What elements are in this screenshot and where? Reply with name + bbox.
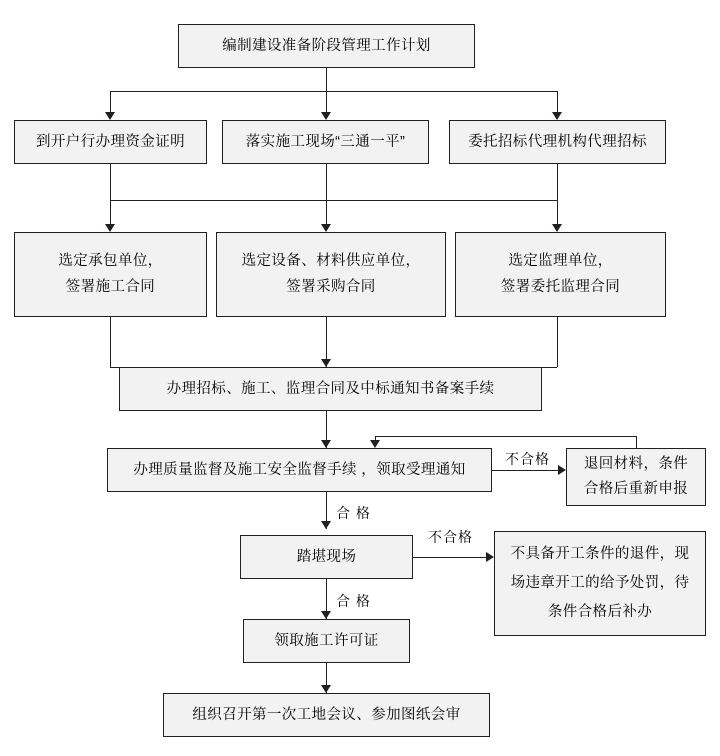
node-label-line2: 签署采购合同 (286, 278, 376, 295)
node-label: 落实施工现场“三通一平” (245, 133, 406, 150)
node-label: 办理招标、施工、监理合同及中标通知书备案手续 (166, 380, 495, 397)
node-construction-permit (243, 619, 410, 663)
node-site-preparation (222, 120, 429, 164)
arrow-head (321, 440, 331, 448)
arrow-head (486, 552, 494, 562)
node-first-site-meeting (163, 693, 490, 737)
arrow-head (552, 112, 562, 120)
arrow-head (321, 224, 331, 232)
connector-line (326, 164, 327, 200)
node-label-line2: 合格后重新申报 (583, 481, 689, 497)
connector-line (110, 91, 111, 112)
arrow-head (105, 112, 115, 120)
node-label: 办理质量监督及施工安全监督手续 ，领取受理通知 (133, 461, 466, 478)
connector-line (110, 91, 557, 92)
node-site-survey (240, 535, 413, 579)
connector-line (326, 200, 327, 224)
connector-line (110, 164, 111, 200)
node-label-line1: 选定监理单位， (508, 253, 613, 270)
node-bank-fund-cert (14, 120, 207, 164)
node-label-line2: 场违章开工的给予处罚，待 (510, 575, 690, 591)
arrow-head (321, 112, 331, 120)
connector-line (110, 200, 111, 224)
node-tender-agency (449, 120, 666, 164)
arrow-head (321, 521, 331, 529)
connector-line (557, 91, 558, 112)
connector-line (375, 436, 636, 437)
node-return-materials (566, 448, 706, 506)
connector-line (326, 68, 327, 91)
node-plan (178, 24, 475, 68)
node-no-start-conditions (494, 531, 706, 636)
node-contract-filing (119, 367, 542, 411)
node-label: 踏堪现场 (296, 548, 357, 565)
arrow-head (321, 611, 331, 619)
connector-line (557, 200, 558, 224)
node-label-line1: 选定设备、材料供应单位， (241, 253, 421, 270)
node-label-line1: 不具备开工条件的退件，现 (510, 546, 690, 562)
arrow-head (370, 440, 380, 448)
arrow-head (105, 224, 115, 232)
connector-line (110, 200, 557, 201)
edge-label-unqualified-1: 不合格 (505, 451, 550, 467)
connector-line (413, 557, 486, 558)
node-label: 委托招标代理机构代理招标 (468, 133, 647, 150)
node-label-line1: 退回材料，条件 (583, 455, 689, 472)
node-label-line2: 签署委托监理合同 (500, 278, 621, 295)
connector-line (326, 91, 327, 112)
arrow-head (321, 685, 331, 693)
node-quality-safety-supervision (107, 448, 492, 492)
connector-line (110, 317, 111, 367)
node-label: 编制建设准备阶段管理工作计划 (222, 37, 431, 54)
connector-line (636, 436, 637, 448)
node-select-contractor (14, 232, 207, 317)
arrow-head (321, 359, 331, 367)
edge-label-qualified-1: 合 格 (336, 505, 371, 521)
arrow-head (552, 224, 562, 232)
node-label: 组织召开第一次工地会议、参加图纸会审 (192, 706, 461, 723)
node-select-supplier (216, 232, 446, 317)
edge-label-qualified-2: 合 格 (336, 593, 371, 609)
node-label: 到开户行办理资金证明 (36, 133, 185, 150)
node-label-line2: 签署施工合同 (65, 278, 156, 295)
node-label: 领取施工许可证 (274, 632, 379, 649)
node-label-line3: 条件合格后补办 (547, 604, 653, 620)
arrow-head (558, 465, 566, 475)
edge-label-unqualified-2: 不合格 (428, 529, 473, 545)
connector-line (557, 317, 558, 367)
node-select-supervisor (455, 232, 666, 317)
connector-line (557, 164, 558, 200)
connector-line (492, 470, 558, 471)
node-label-line1: 选定承包单位， (58, 253, 163, 270)
